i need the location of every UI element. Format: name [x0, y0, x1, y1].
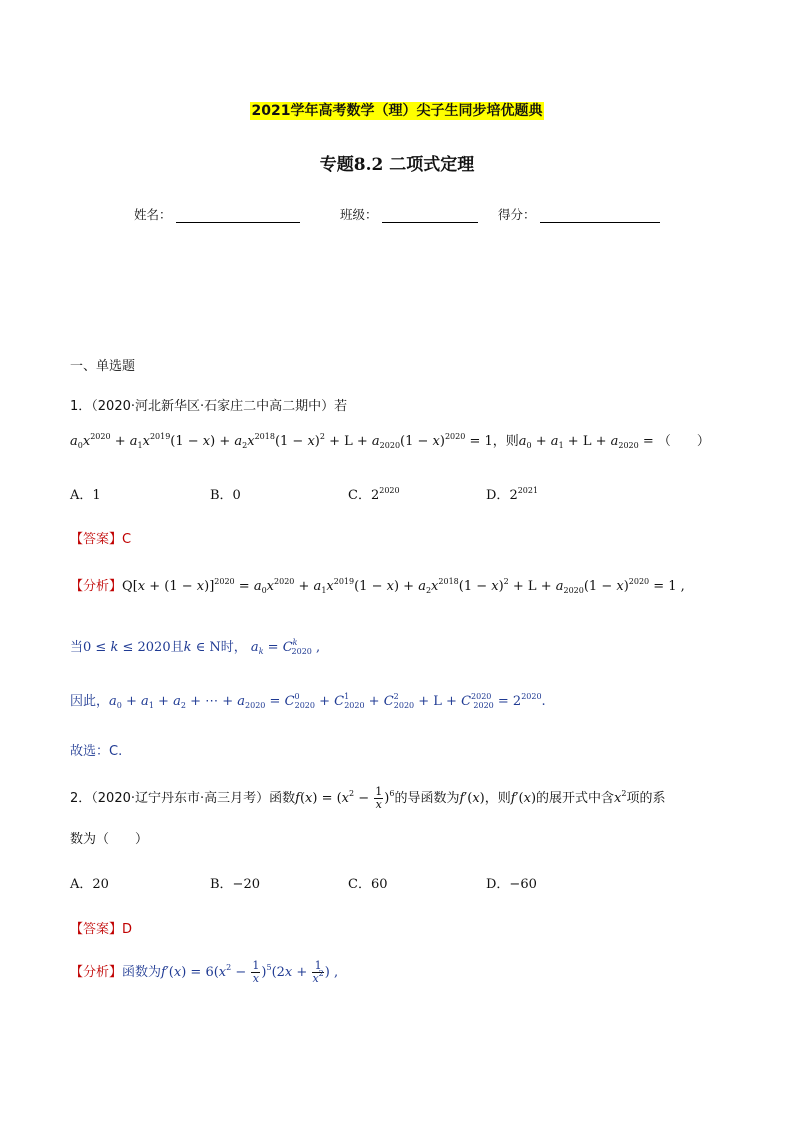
q1-option-c[interactable]: C．$2^{2020}$ [348, 486, 400, 503]
q1-option-b[interactable]: B．0 [210, 488, 241, 503]
score-field[interactable]: 得分： [498, 205, 660, 223]
q2-option-b[interactable]: B．−20 [210, 877, 260, 892]
q1-option-d[interactable]: D．$2^{2021}$ [486, 486, 539, 503]
q2-stem: 2．（2020·辽宁丹东市·高三月考）函数$f(x) = (x^2$ − $\frac{1}{x}$ )$^6$的导函数为f′(x)，则f′(x)的展开式中含$x^2$项的系 [70, 785, 666, 811]
section-title: 一、单选题 [70, 359, 136, 374]
topic-title: 专题8.2 二项式定理 [319, 155, 475, 175]
q1-choose: 故选：C. [70, 744, 123, 759]
q2-option-d[interactable]: D．−60 [486, 877, 537, 892]
q1-analysis-line1: 【分析】$Q[x + (1 - x)]^{2020} = a_0x^{2020} + a_1x^{2019}(1 - x) + a_2x^{2018}(1 - x)^2 + L + a_{2020}(1 - x)^{2020} = 1$ , [70, 577, 685, 595]
q1-stem: 1．（2020·河北新华区·石家庄二中高二期中）若 [70, 399, 348, 414]
q1-answer: 【答案】C [70, 532, 132, 547]
name-field[interactable]: 姓名： [134, 205, 300, 223]
series-title: 2021学年高考数学（理）尖子生同步培优题典 [251, 103, 543, 119]
q1-analysis-line3: 因此，$a_0 + a_1 + a_2$ + ⋯ + $a_{2020} = C^0_{2020} + C^1_{2020} + C^2_{2020} + L + C^{2020}_{2020} = 2^{2020}$. [70, 692, 546, 710]
class-field[interactable]: 班级： [340, 205, 478, 223]
q1-option-a[interactable]: A．1 [70, 488, 101, 503]
q2-stem-cont: 数为（ ） [70, 832, 149, 847]
q2-option-a[interactable]: A．20 [70, 877, 109, 892]
q2-analysis: 【分析】函数为$f'(x) = 6(x^2$ − $\frac{1}{x}$ )$^5$(2x + $\frac{1}{x^2}$ ) , [70, 959, 339, 985]
q2-option-c[interactable]: C．60 [348, 877, 388, 892]
q1-analysis-line2: 当0 ≤ k ≤ 2020且k ∈ N时， $a_k = C^k_{2020}$ , [70, 638, 321, 656]
q2-answer: 【答案】D [70, 922, 133, 937]
q1-equation: $a_0x^{2020} + a_1x^{2019}(1 - x) + a_2x^{2018}(1 - x)^2 + L + a_{2020}(1 - x)^{2020} = 1$，则$a_0 + a_1 + L + a_{2020}$ = （ ） [70, 432, 710, 450]
